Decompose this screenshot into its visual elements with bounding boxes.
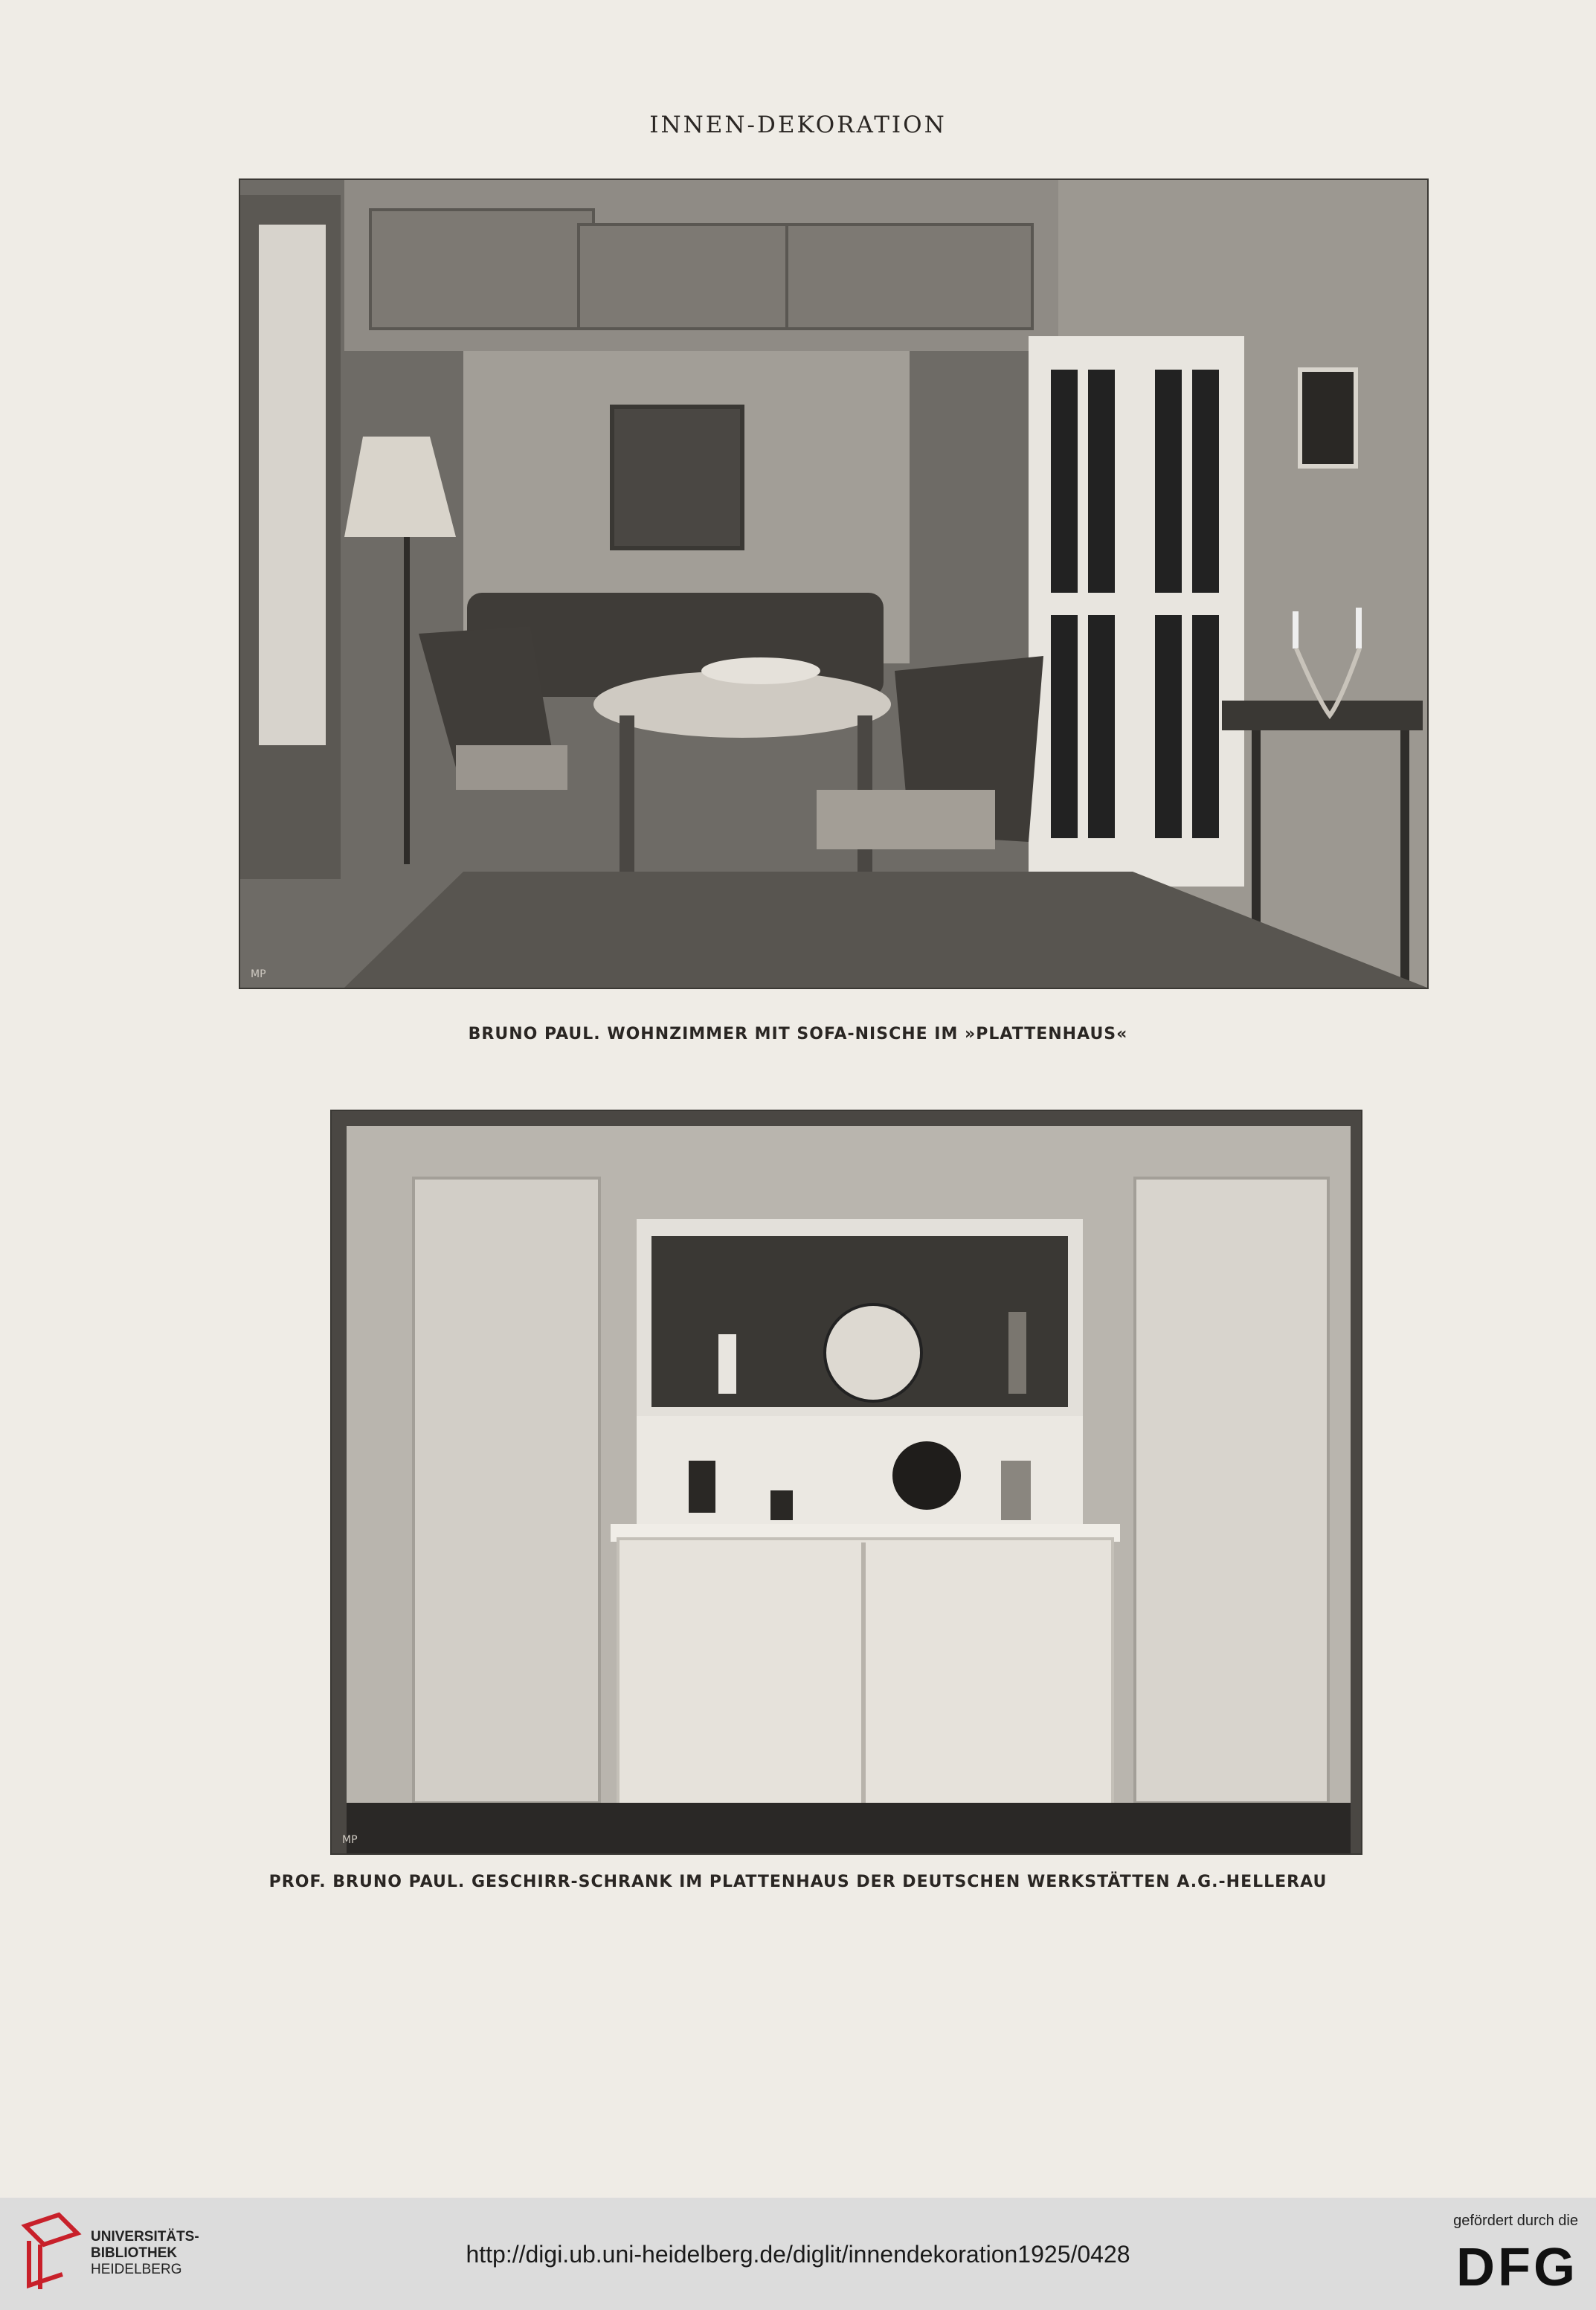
permalink-url[interactable]: http://digi.ub.uni-heidelberg.de/diglit/innendekoration1925/0428 xyxy=(466,2241,1130,2268)
caption-living-room: BRUNO PAUL. WOHNZIMMER MIT SOFA-NISCHE IM »PLATTENHAUS« xyxy=(468,1025,1128,1043)
photo-living-room xyxy=(240,180,1427,988)
running-head: INNEN-DEKORATION xyxy=(649,112,947,138)
library-name-line1: UNIVERSITÄTS- xyxy=(91,2229,199,2245)
living-room-image xyxy=(240,180,1427,988)
permalink-url-container xyxy=(0,2241,1596,2268)
caption-china-cabinet: PROF. BRUNO PAUL. GESCHIRR-SCHRANK IM PLATTENHAUS DER DEUTSCHEN WERKSTÄTTEN A.G.-HELLERAU xyxy=(268,1873,1328,1891)
dfg-logo[interactable]: DFG xyxy=(1456,2238,1578,2297)
photographer-monogram: MP xyxy=(342,1834,358,1846)
library-name-line3: HEIDELBERG xyxy=(91,2262,182,2277)
digitization-footer xyxy=(0,2198,1596,2310)
funder-label: gefördert durch die xyxy=(1453,2213,1578,2229)
photo-china-cabinet xyxy=(332,1111,1361,1853)
photographer-monogram: MP xyxy=(251,968,266,980)
china-cabinet-image xyxy=(332,1111,1361,1853)
library-name-line2: BIBLIOTHEK xyxy=(91,2245,178,2261)
